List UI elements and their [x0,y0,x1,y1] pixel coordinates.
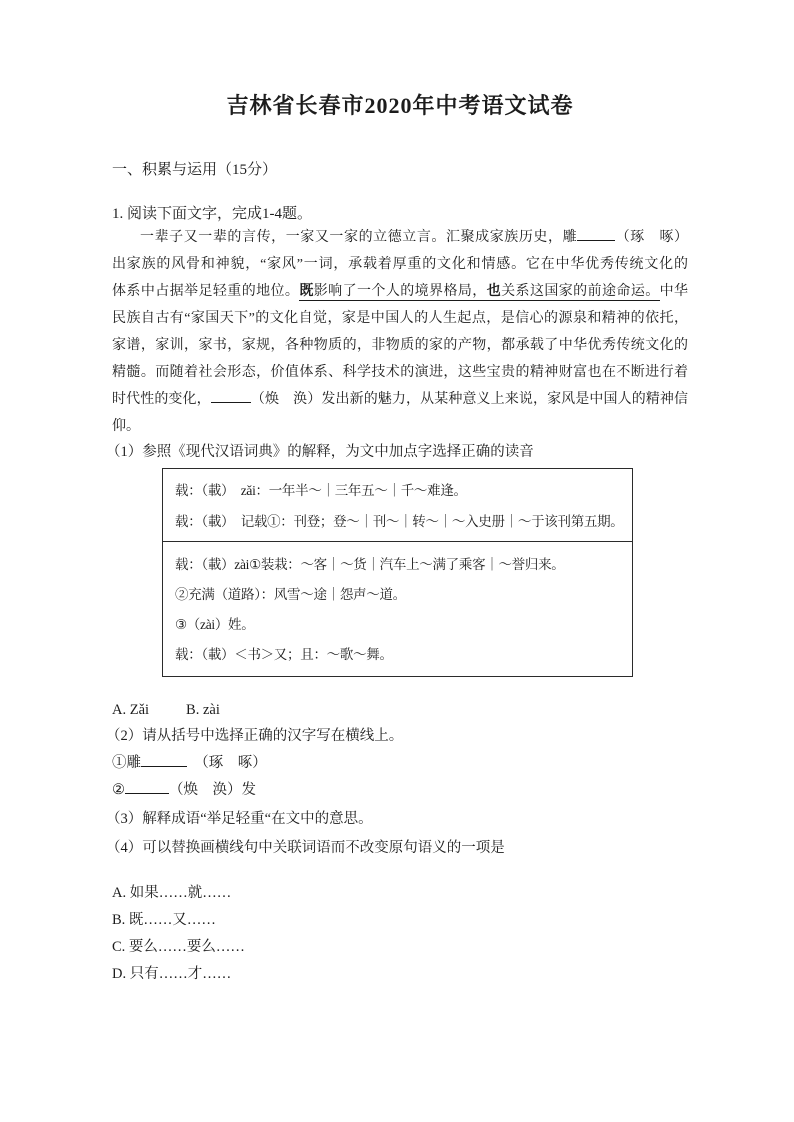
passage-line [112,332,688,359]
text-segment: （琢 啄） [615,230,689,245]
sub-question-4-label: （4）可以替换画横线句中关联词语而不改变原句语义的一项是 [106,840,505,856]
fill-blank-item-2 [112,777,688,804]
sub-question-1-label: （1）参照《现代汉语词典》的解释，为文中加点字选择正确的读音 [106,444,534,460]
text-segment: 既 [299,284,314,299]
dict-entry-line: 载：（載）＜书＞又；且：～歌～舞。 [175,647,393,662]
answer-option-b: B. zài [186,702,220,718]
sub-question-2-label: （2）请从括号中选择正确的汉字写在横线上。 [106,728,404,744]
text-segment: （琢 啄） [187,755,267,771]
text-segment: ①雕 [112,755,141,771]
text-segment: 影响了一个人的境界格局， [313,284,487,299]
text-segment: 时代性的变化， [112,392,211,407]
choice-option-a: A. 如果……就…… [112,885,232,901]
dict-entry-line: 载：（載） 记载①：刊登；登～｜刊～｜转～｜～入史册｜～于该刊第五期。 [175,514,624,529]
dict-entry-line: 载：（載） zǎi：一年半～｜三年五～｜千～难逢。 [175,483,467,498]
text-segment: 体系中占据举足轻重的地位。 [112,284,300,299]
blank-underline [577,239,615,241]
choice-options [112,880,688,988]
text-segment: 出家族的风骨和神貌，“家风”一词，承载着厚重的文化和情感。它在中华优秀传统文化的 [112,257,688,272]
dictionary-box-bottom [163,541,632,676]
fill-blank-item-1 [112,750,688,777]
text-segment: 也 [486,284,502,299]
blank-underline [125,792,169,794]
pronunciation-answers [112,699,688,721]
text-segment: 民族自古有“家国天下”的文化自觉，家是中国人的人生起点，是信心的源泉和精神的依托， [112,311,688,326]
blank-underline [211,401,251,403]
blank-underline [141,765,187,767]
passage-line [112,413,688,440]
text-segment: ② [112,782,125,798]
dict-entry-line: ③（zài）姓。 [175,617,255,632]
text-segment: （焕 涣）发 [169,782,256,798]
dict-entry-line: 载：（載）zài①装栽：～客｜～货｜汽车上～满了乘客｜～誉归来。 [175,557,565,572]
sub-question-3-label: （3）解释成语“举足轻重“在文中的意思。 [106,811,373,827]
passage-line [112,305,688,332]
passage-line [112,386,688,413]
text-segment: 家谱，家训，家书，家规，各种物质的，非物质的家的产物，都承载了中华优秀传统文化的 [112,338,688,353]
dictionary-box [162,468,633,677]
passage-line [112,251,688,278]
text-segment: 仰。 [112,419,140,434]
passage-line [112,224,688,251]
passage-line [112,359,688,386]
passage-line [112,278,688,305]
question-1-intro: 1. 阅读下面文字，完成1-4题。 [112,206,312,222]
page-title: 吉林省长春市2020年中考语文试卷 [226,93,574,118]
text-segment: 一辈子又一辈的言传，一家又一家的立德立言。汇聚成家族历史，雕 [140,230,578,245]
dictionary-box-top [163,469,632,541]
text-segment: 关系这国家的前途命运。 [501,284,660,299]
answer-option-a: A. Zǎi [112,702,150,718]
choice-option-d: D. 只有……才…… [112,966,232,982]
text-segment: 中华 [659,284,689,299]
choice-option-c: C. 要么……要么…… [112,939,245,955]
passage-paragraph [112,224,688,440]
choice-option-b: B. 既……又…… [112,912,216,928]
dict-entry-line: ②充满（道路）：风雪～途｜怨声～道。 [175,587,406,602]
text-segment: 精髓。而随着社会形态，价值体系、科学技术的演进，这些宝贵的精神财富也在不断进行着 [112,365,688,380]
section-heading: 一、积累与运用（15分） [112,162,278,178]
text-segment: （焕 涣）发出新的魅力，从某种意义上来说，家风是中国人的精神信 [250,392,689,407]
